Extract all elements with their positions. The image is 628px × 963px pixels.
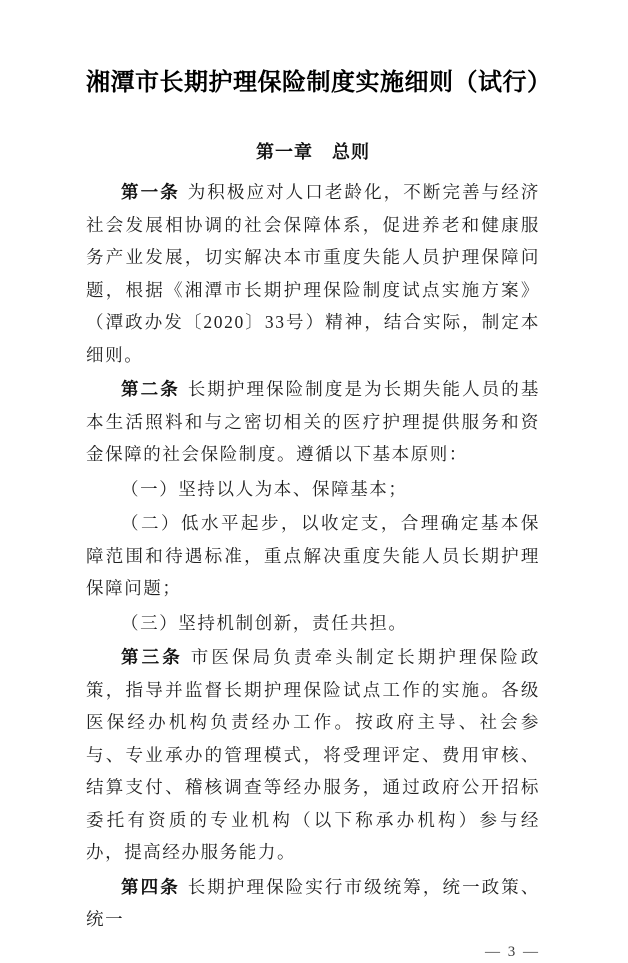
article-text: 长期护理保险制度是为长期失能人员的基本生活照料和与之密切相关的医疗护理提供服务和资金保障的社会保险制度。遵循以下基本原则： <box>86 379 540 464</box>
article-text: 市医保局负责牵头制定长期护理保险政策，指导并监督长期护理保险试点工作的实施。各级医保经办机构负责经办工作。按政府主导、社会参与、专业承办的管理模式，将受理评定、费用审核、结算支付、稽核调查等经办服务，通过政府公开招标委托有资质的专业机构（以下称承办机构）参与经办，提高经办服务能力。 <box>86 647 540 862</box>
article-paragraph <box>86 373 540 471</box>
list-item-text: （三）坚持机制创新，责任共担。 <box>121 612 408 633</box>
article-text: 为积极应对人口老龄化，不断完善与经济社会发展相协调的社会保障体系，促进养老和健康服务产业发展，切实解决本市重度失能人员护理保障问题，根据《湘潭市长期护理保险制度试点实施方案》（潭政办发〔2020〕33号）精神，结合实际，制定本细则。 <box>86 182 540 365</box>
article-text: 长期护理保险实行市级统筹，统一政策、统一 <box>86 876 540 929</box>
list-item-paragraph <box>86 607 540 640</box>
page-number: — 3 — <box>485 943 540 960</box>
document-title: 湘潭市长期护理保险制度实施细则（试行） <box>86 70 552 96</box>
article-number-label: 第一条 <box>121 182 180 202</box>
article-paragraph <box>86 871 540 936</box>
article-number-label: 第三条 <box>121 647 183 667</box>
article-number-label: 第四条 <box>121 876 180 897</box>
article-paragraph <box>86 176 540 371</box>
document-body <box>86 176 540 936</box>
list-item-text: （一）坚持以人为本、保障基本； <box>121 478 408 499</box>
list-item-paragraph <box>86 473 540 506</box>
chapter-heading: 第一章 总则 <box>256 142 370 162</box>
list-item-paragraph <box>86 507 540 605</box>
article-number-label: 第二条 <box>121 379 180 399</box>
article-paragraph <box>86 641 540 869</box>
list-item-text: （二）低水平起步，以收定支，合理确定基本保障范围和待遇标准，重点解决重度失能人员长期护理保障问题； <box>86 513 540 598</box>
